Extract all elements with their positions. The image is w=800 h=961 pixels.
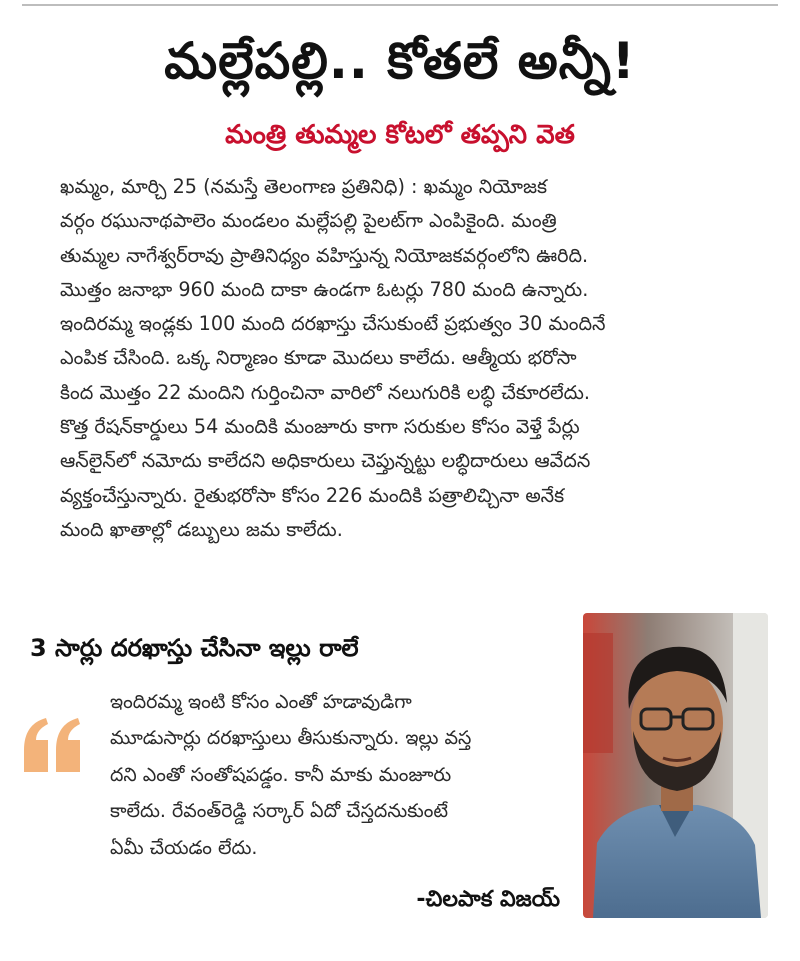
body-line: ఇందిరమ్మ ఇండ్లకు 100 మంది దరఖాస్తు చేసుకుంటే ప్రభుత్వం 30 మందినే xyxy=(60,312,606,336)
body-line: కింద మొత్తం 22 మందిని గుర్తించినా వారిలో నలుగురికి లబ్ధి చేకూరలేదు. xyxy=(60,380,590,404)
quote-line: దని ఎంతో సంతోషపడ్డం. కానీ మాకు మంజూరు xyxy=(110,763,452,786)
subheadline: మంత్రి తుమ్మల కోటలో తప్పని వెత xyxy=(225,120,575,150)
testimonial-quote xyxy=(110,684,565,866)
body-line: మంది ఖాతాల్లో డబ్బులు జమ కాలేదు. xyxy=(60,517,343,541)
quote-line: ఇందిరమ్మ ఇంటి కోసం ఎంతో హడావుడిగా xyxy=(110,691,412,713)
body-line: కొత్త రేషన్‌కార్డులు 54 మందికి మంజూరు కాగా సరుకుల కోసం వెళ్తే పేర్లు xyxy=(60,415,580,439)
body-line: మొత్తం జనాభా 960 మంది దాకా ఉండగా ఓటర్లు 780 మంది ఉన్నారు. xyxy=(60,277,589,301)
top-divider xyxy=(22,4,778,6)
testimonial-heading: 3 సార్లు దరఖాస్తు చేసినా ఇల్లు రాలే xyxy=(30,634,359,662)
person-photo xyxy=(583,613,768,918)
testimonial-attribution: -చిలపాక విజయ్ xyxy=(416,887,560,912)
quote-line: కాలేదు. రేవంత్‌రెడ్డి సర్కార్ ఏదో చేస్తదనుకుంటే xyxy=(110,800,449,823)
quote-mark-icon xyxy=(20,710,85,780)
body-line: వ్యక్తంచేస్తున్నారు. రైతుభరోసా కోసం 226 మందికి పత్రాలిచ్చినా అనేక xyxy=(60,483,565,507)
quote-line: ఏమీ చేయడం లేదు. xyxy=(110,836,258,859)
body-line: ఖమ్మం, మార్చి 25 (నమస్తే తెలంగాణ ప్రతినిధి) : ఖమ్మం నియోజక xyxy=(60,175,548,198)
body-line: ఎంపిక చేసింది. ఒక్క నిర్మాణం కూడా మొదలు కాలేదు. ఆత్మీయ భరోసా xyxy=(60,346,577,370)
quote-line: మూడుసార్లు దరఖాస్తులు తీసుకున్నారు. ఇల్లు వస్త xyxy=(110,727,472,750)
headline: మల్లేపల్లి.. కోతలే అన్నీ! xyxy=(164,32,636,90)
body-line: వర్గం రఘునాథపాలెం మండలం మల్లేపల్లి పైలట్‌గా ఎంపికైంది. మంత్రి xyxy=(60,209,557,233)
article-body xyxy=(60,170,750,547)
body-line: తుమ్మల నాగేశ్వర్‌రావు ప్రాతినిధ్యం వహిస్తున్న నియోజకవర్గంలోని ఊరిది. xyxy=(60,243,589,267)
body-line: ఆన్‌లైన్‌లో నమోదు కాలేదని అధికారులు చెప్తున్నట్టు లబ్ధిదారులు ఆవేదన xyxy=(60,449,591,473)
